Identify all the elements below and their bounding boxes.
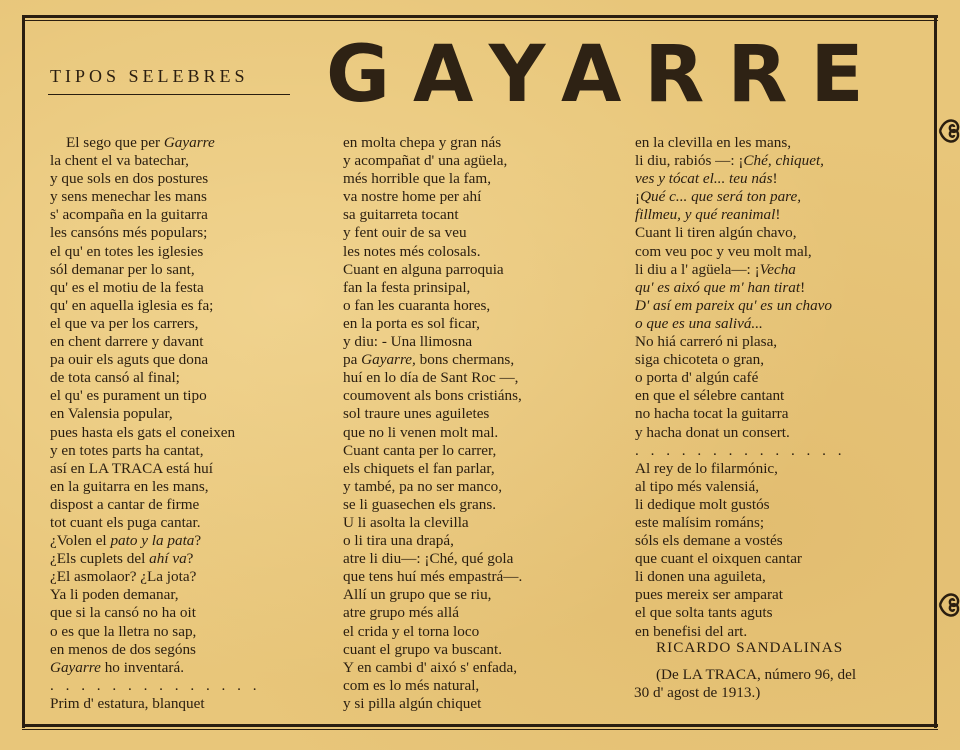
poem-line [343, 550, 522, 568]
poem-line-text: y també, pa no ser manco, [343, 477, 502, 495]
poem-line [50, 460, 261, 478]
poem-line-text: pues mereix ser amparat [635, 586, 784, 604]
poem-line-italic: D' así em pareix qu' es un chavo [635, 296, 832, 314]
poem-line [50, 659, 261, 677]
poem-line-text: ¿El asmolaor? ¿La jota? [50, 568, 197, 586]
poem-line [50, 442, 261, 460]
poem-line [343, 188, 522, 206]
poem-line-text: en la porta es sol ficar, [343, 314, 480, 332]
poem-line [343, 315, 522, 333]
poem-line [635, 243, 846, 261]
poem-line-text: pues hasta els gats el coneixen [50, 423, 236, 441]
poem-line [50, 279, 261, 297]
poem-line-text: atre grupo més allá [343, 604, 459, 622]
poem-line [635, 369, 846, 387]
poem-line [343, 604, 522, 622]
poem-line-italic: fillmeu, y qué reanimal [635, 206, 776, 224]
poem-line [343, 261, 522, 279]
poem-line [343, 206, 522, 224]
poem-line [50, 315, 261, 333]
poem-line-tail: ? [186, 550, 194, 568]
source-line-2: 30 d' agost de 1913.) [634, 684, 761, 701]
poem-line [343, 460, 522, 478]
poem-line-text: en la clevilla en les mans, [635, 134, 792, 151]
poem-line-text: que cuant el oixquen cantar [635, 550, 802, 568]
poem-line-text: y sens menechar les mans [50, 188, 207, 206]
poem-line [343, 405, 522, 423]
scroll-ornament-icon [938, 112, 960, 150]
poem-line-text: o es que la lletra no sap, [50, 622, 197, 640]
poem-line-text: els chiquets el fan parlar, [343, 459, 495, 477]
poem-line-text: Allí un grupo que se riu, [343, 586, 492, 604]
poem-line [635, 333, 846, 351]
left-border-rule [22, 15, 25, 728]
poem-line [50, 333, 261, 351]
poem-column-1 [50, 134, 261, 713]
poem-line-text: qu' en aquella iglesia es fa; [50, 296, 214, 314]
poem-line [635, 387, 846, 405]
poem-line [343, 496, 522, 514]
poem-line-text: o fan les cuaranta hores, [343, 296, 491, 314]
poem-line [50, 188, 261, 206]
poem-line-text: Al rey de lo filarmónic, [635, 459, 778, 477]
section-underline [48, 94, 290, 95]
poem-line [343, 243, 522, 261]
poem-line [343, 387, 522, 405]
poem-line [635, 514, 846, 532]
poem-line-text: y acompañat d' una agüela, [343, 152, 508, 170]
poem-line [635, 315, 846, 333]
poem-line [50, 514, 261, 532]
poem-line [50, 677, 261, 695]
poem-line [343, 514, 522, 532]
poem-line-text: pa [343, 351, 362, 369]
poem-line-text: les notes més colosals. [343, 242, 481, 260]
poem-line-text: se li guasechen els grans. [343, 495, 497, 513]
poem-line [50, 496, 261, 514]
poem-line-text: así en LA TRACA está huí [50, 459, 213, 477]
poem-line [50, 224, 261, 242]
poem-line-text: o porta d' algún café [635, 369, 759, 387]
poem-line [50, 152, 261, 170]
source-citation [634, 666, 926, 702]
poem-line-text: el qu' en totes les iglesies [50, 242, 204, 260]
poem-line [343, 424, 522, 442]
poem-line [50, 243, 261, 261]
poem-line-italic: Vecha [759, 260, 796, 278]
author-signature: RICARDO SANDALINAS [656, 639, 844, 656]
poem-column-3 [635, 134, 846, 641]
poem-line-text: El sego que per [66, 134, 164, 151]
poem-line [343, 677, 522, 695]
poem-line [343, 134, 522, 152]
poem-line [50, 297, 261, 315]
poem-line-text: Cuant li tiren algún chavo, [635, 224, 797, 242]
poem-line [50, 695, 261, 713]
poem-line [343, 532, 522, 550]
poem-line-text: este malísim románs; [635, 513, 765, 531]
poem-line-italic: Gayarre [163, 134, 215, 151]
poem-line [50, 641, 261, 659]
poem-line [343, 152, 522, 170]
poem-line [343, 623, 522, 641]
poem-line [50, 387, 261, 405]
article-headline: GAYARRE [326, 30, 887, 120]
poem-line-text: tot cuant els puga cantar. [50, 513, 201, 531]
poem-line-italic: ahí va [149, 550, 187, 568]
poem-line [635, 532, 846, 550]
poem-line-text: dispost a cantar de firme [50, 495, 200, 513]
poem-line-text: li diu a l' agüela—: ¡ [635, 260, 760, 278]
poem-line [635, 496, 846, 514]
poem-line-text: el qu' es purament un tipo [50, 387, 207, 405]
poem-line [635, 261, 846, 279]
poem-line-text: No hiá carreró ni plasa, [635, 333, 778, 351]
top-border-thin-rule [22, 20, 938, 21]
poem-line [50, 604, 261, 622]
poem-line-text: el que solta tants aguts [635, 604, 773, 622]
poem-line-text: en benefisi del art. [635, 622, 748, 640]
section-label: TIPOS SELEBRES [50, 66, 249, 86]
poem-line [50, 586, 261, 604]
poem-line-italic: ves y tócat el... teu nás [635, 170, 773, 188]
poem-line [50, 351, 261, 369]
poem-line-italic: Qué c... que será ton pare, [640, 188, 802, 206]
poem-line-tail: bons chermans, [415, 351, 515, 369]
poem-line-italic: Ché, chiquet, [743, 152, 824, 170]
poem-line-tail: ho inventará. [100, 658, 184, 676]
poem-line [635, 568, 846, 586]
poem-line [50, 532, 261, 550]
poem-line-text: que no li venen molt mal. [343, 423, 499, 441]
poem-line-text: al tipo més valensiá, [635, 477, 759, 495]
poem-line-text: en la guitarra en les mans, [50, 477, 209, 495]
poem-line [343, 659, 522, 677]
poem-line-italic: pato y la pata [110, 532, 195, 550]
poem-line [635, 460, 846, 478]
poem-line-text: y fent ouir de sa veu [343, 224, 467, 242]
poem-line [343, 351, 522, 369]
poem-line-text: o li tira una drapá, [343, 532, 454, 550]
poem-line-tail: ! [772, 170, 778, 188]
poem-line [343, 170, 522, 188]
poem-line-text: sóls els demane a vostés [635, 532, 783, 550]
poem-line [50, 369, 261, 387]
poem-line [635, 586, 846, 604]
poem-line [635, 152, 846, 170]
poem-line [635, 279, 846, 297]
poem-line-text: com veu poc y veu molt mal, [635, 242, 812, 260]
poem-line [635, 604, 846, 622]
poem-line [50, 405, 261, 423]
poem-line [50, 478, 261, 496]
poem-line-text: en molta chepa y gran nás [343, 134, 502, 151]
poem-line-text: coumovent als bons cristiáns, [343, 387, 522, 405]
poem-line-italic: Gayarre [50, 658, 101, 676]
poem-line [343, 279, 522, 297]
poem-line [635, 224, 846, 242]
poem-line [50, 170, 261, 188]
poem-line-text: Y en cambi d' aixó s' enfada, [343, 658, 518, 676]
poem-line-text: Cuant canta per lo carrer, [343, 441, 497, 459]
poem-line [50, 206, 261, 224]
poem-line-text: Cuant en alguna parroquia [343, 260, 504, 278]
poem-line-text: més horrible que la fam, [343, 170, 492, 188]
poem-line-text: . . . . . . . . . . . . . . [635, 441, 846, 459]
poem-line-text: siga chicoteta o gran, [635, 351, 765, 369]
top-border-rule [22, 15, 938, 18]
poem-line-text: U li asolta la clevilla [343, 513, 469, 531]
poem-line-text: el crida y el torna loco [343, 622, 480, 640]
poem-line-text: fan la festa prinsipal, [343, 278, 471, 296]
poem-line-text: ¿Volen el [50, 532, 111, 550]
poem-line-text: li dedique molt gustós [635, 495, 770, 513]
bottom-border-thin-rule [22, 729, 938, 730]
poem-line-text: sól demanar per lo sant, [50, 260, 195, 278]
poem-line [635, 188, 846, 206]
poem-line-text: y diu: - Una llimosna [343, 333, 473, 351]
source-line-1: (De LA TRACA, número 96, del [656, 666, 857, 683]
poem-line-text: va nostre home per ahí [343, 188, 482, 206]
poem-line-text: en Valensia popular, [50, 405, 173, 423]
poem-line-text: . . . . . . . . . . . . . . [50, 676, 261, 694]
poem-line-text: sol traure unes aguiletes [343, 405, 490, 423]
poem-line-text: ¿Els cuplets del [50, 550, 150, 568]
poem-line-text: les cansóns més populars; [50, 224, 208, 242]
poem-line-italic: qu' es aixó que m' han tirat [635, 278, 801, 296]
poem-line-text: que tens huí més empastrá—. [343, 568, 523, 586]
poem-line [635, 442, 846, 460]
poem-line-text: en menos de dos segóns [50, 640, 196, 658]
poem-line [635, 351, 846, 369]
poem-line [343, 568, 522, 586]
poem-line-text: atre li diu—: ¡Ché, qué gola [343, 550, 514, 568]
poem-line [343, 641, 522, 659]
poem-line-text: qu' es el motiu de la festa [50, 278, 204, 296]
poem-line-text: no hacha tocat la guitarra [635, 405, 789, 423]
poem-line-text: ¡ [635, 188, 641, 206]
poem-line-text: li diu, rabiós —: ¡ [635, 152, 744, 170]
poem-line-text: y que sols en dos postures [50, 170, 209, 188]
poem-line-text: que si la cansó no ha oit [50, 604, 196, 622]
poem-line [343, 297, 522, 315]
poem-line [343, 369, 522, 387]
poem-line-text: y si pilla algún chiquet [343, 694, 482, 712]
poem-line [635, 623, 846, 641]
poem-line-text: huí en lo día de Sant Roc —, [343, 369, 519, 387]
poem-line [50, 623, 261, 641]
poem-line-tail: ! [775, 206, 781, 224]
poem-line [343, 478, 522, 496]
poem-line [635, 134, 846, 152]
poem-line-text: la chent el va batechar, [50, 152, 189, 170]
poem-line-text: el que va per los carrers, [50, 314, 199, 332]
poem-line [343, 586, 522, 604]
poem-line-text: y hacha donat un consert. [635, 423, 790, 441]
poem-line-text: sa guitarreta tocant [343, 206, 459, 224]
poem-line [635, 550, 846, 568]
poem-line-italic: o que es una salivá... [635, 314, 763, 332]
poem-line-text: en que el sélebre cantant [635, 387, 785, 405]
poem-line [343, 695, 522, 713]
poem-line [635, 424, 846, 442]
right-border-rule [934, 15, 937, 728]
poem-column-2 [343, 134, 522, 713]
poem-line [50, 261, 261, 279]
poem-line-text: pa ouir els aguts que dona [50, 351, 209, 369]
poem-line-text: y en totes parts ha cantat, [50, 441, 204, 459]
poem-line [343, 442, 522, 460]
poem-line-text: en chent darrere y davant [50, 333, 204, 351]
poem-line [50, 134, 261, 152]
poem-line-tail: ! [800, 278, 806, 296]
poem-line-text: s' acompaña en la guitarra [50, 206, 208, 224]
poem-line-text: Prim d' estatura, blanquet [50, 694, 205, 712]
poem-line-text: com es lo més natural, [343, 676, 480, 694]
bottom-border-rule [22, 724, 938, 727]
poem-line [635, 405, 846, 423]
poem-line [635, 206, 846, 224]
poem-line-italic: Gayarre, [361, 351, 416, 369]
poem-line [343, 333, 522, 351]
poem-line-text: li donen una aguileta, [635, 568, 766, 586]
poem-line-text: Ya li poden demanar, [50, 586, 179, 604]
poem-line [635, 478, 846, 496]
poem-line [635, 170, 846, 188]
poem-line [50, 550, 261, 568]
poem-line-text: cuant el grupo va buscant. [343, 640, 502, 658]
poem-line-text: de tota cansó al final; [50, 369, 180, 387]
poem-line [50, 568, 261, 586]
poem-line-tail: ? [194, 532, 202, 550]
scroll-ornament-icon [938, 586, 960, 624]
poem-line [50, 424, 261, 442]
poem-line [635, 297, 846, 315]
poem-line [343, 224, 522, 242]
